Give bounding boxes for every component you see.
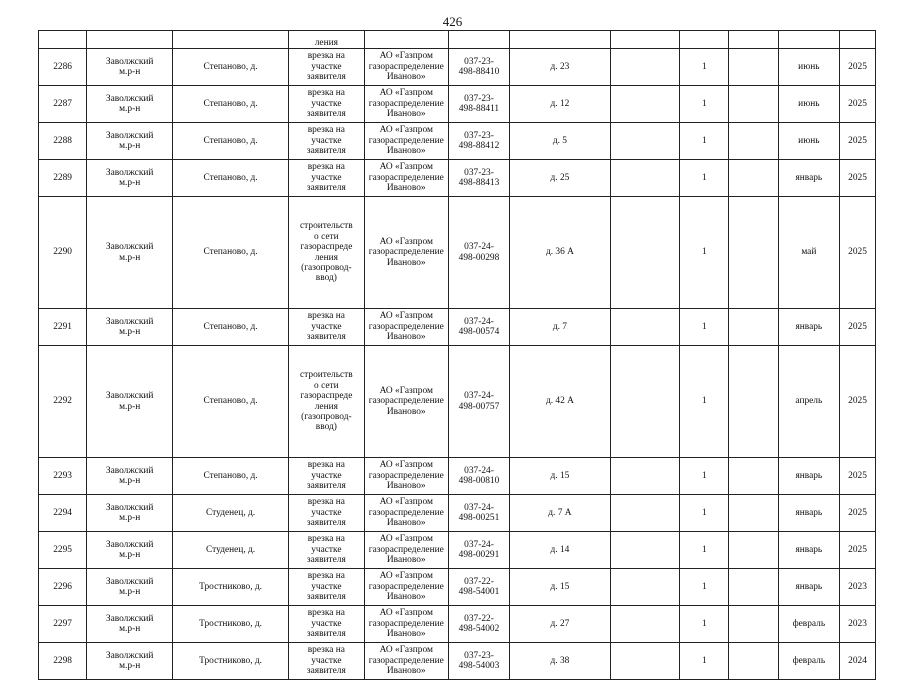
cell-blank [729, 309, 778, 346]
table-row [39, 532, 876, 569]
cell-address: д. 36 А [510, 197, 610, 309]
cell-organization: АО «Газпром газораспределение Иваново» [364, 86, 448, 123]
cell-quantity: 1 [680, 49, 729, 86]
cell-contract: 037-24- 498-00757 [448, 346, 509, 458]
cell-address [510, 31, 610, 49]
cell-year: 2025 [840, 160, 876, 197]
cell-blank [729, 197, 778, 309]
cell-month: январь [778, 160, 839, 197]
page-number: 426 [442, 14, 463, 29]
cell-month: январь [778, 569, 839, 606]
cell-organization: АО «Газпром газораспределение Иваново» [364, 123, 448, 160]
cell-year: 2023 [840, 606, 876, 643]
cell-contract [448, 31, 509, 49]
cell-district: Заволжский м.р-н [87, 458, 173, 495]
cell-year: 2024 [840, 643, 876, 680]
cell-organization [364, 31, 448, 49]
cell-quantity: 1 [680, 532, 729, 569]
cell-locality: Студенец, д. [173, 495, 289, 532]
table-row [39, 569, 876, 606]
cell-month: май [778, 197, 839, 309]
cell-extra [610, 123, 680, 160]
cell-address: д. 5 [510, 123, 610, 160]
cell-organization: АО «Газпром газораспределение Иваново» [364, 160, 448, 197]
cell-organization: АО «Газпром газораспределение Иваново» [364, 606, 448, 643]
cell-extra [610, 86, 680, 123]
cell-year: 2025 [840, 346, 876, 458]
cell-organization: АО «Газпром газораспределение Иваново» [364, 458, 448, 495]
cell-district: Заволжский м.р-н [87, 569, 173, 606]
cell-extra [610, 160, 680, 197]
cell-month: февраль [778, 606, 839, 643]
cell-blank [729, 346, 778, 458]
cell-organization: АО «Газпром газораспределение Иваново» [364, 309, 448, 346]
cell-locality: Степаново, д. [173, 458, 289, 495]
table-row [39, 123, 876, 160]
cell-month: январь [778, 495, 839, 532]
cell-extra [610, 31, 680, 49]
table-row [39, 495, 876, 532]
cell-quantity: 1 [680, 86, 729, 123]
cell-contract: 037-24- 498-00574 [448, 309, 509, 346]
cell-work-type: врезка на участке заявителя [288, 495, 364, 532]
cell-address: д. 12 [510, 86, 610, 123]
cell-address: д. 15 [510, 569, 610, 606]
cell-extra [610, 495, 680, 532]
cell-locality: Степаново, д. [173, 160, 289, 197]
cell-address: д. 7 А [510, 495, 610, 532]
cell-extra [610, 197, 680, 309]
cell-blank [729, 606, 778, 643]
cell-work-type: врезка на участке заявителя [288, 643, 364, 680]
cell-number: 2296 [39, 569, 87, 606]
table-row [39, 643, 876, 680]
table-row [39, 606, 876, 643]
cell-year: 2025 [840, 458, 876, 495]
cell-district: Заволжский м.р-н [87, 309, 173, 346]
cell-number: 2297 [39, 606, 87, 643]
cell-month [778, 31, 839, 49]
cell-blank [729, 123, 778, 160]
cell-district: Заволжский м.р-н [87, 346, 173, 458]
cell-address: д. 27 [510, 606, 610, 643]
cell-extra [610, 643, 680, 680]
cell-locality: Степаново, д. [173, 309, 289, 346]
cell-extra [610, 309, 680, 346]
cell-work-type: врезка на участке заявителя [288, 49, 364, 86]
cell-locality: Степаново, д. [173, 346, 289, 458]
cell-contract: 037-23- 498-88412 [448, 123, 509, 160]
cell-blank [729, 569, 778, 606]
cell-extra [610, 606, 680, 643]
cell-blank [729, 49, 778, 86]
cell-number: 2287 [39, 86, 87, 123]
cell-locality: Тростниково, д. [173, 643, 289, 680]
cell-year: 2025 [840, 309, 876, 346]
cell-locality: Степаново, д. [173, 123, 289, 160]
cell-month: январь [778, 309, 839, 346]
gasification-registry-table [38, 30, 876, 680]
cell-extra [610, 49, 680, 86]
cell-work-type: строительств о сети газораспреде ления (газопровод- ввод) [288, 197, 364, 309]
cell-month: июнь [778, 49, 839, 86]
cell-blank [729, 31, 778, 49]
cell-quantity: 1 [680, 197, 729, 309]
cell-year: 2025 [840, 197, 876, 309]
cell-quantity: 1 [680, 346, 729, 458]
cell-quantity: 1 [680, 123, 729, 160]
cell-district: Заволжский м.р-н [87, 495, 173, 532]
cell-work-type: врезка на участке заявителя [288, 458, 364, 495]
cell-organization: АО «Газпром газораспределение Иваново» [364, 197, 448, 309]
cell-district: Заволжский м.р-н [87, 123, 173, 160]
cell-blank [729, 458, 778, 495]
cell-work-type: врезка на участке заявителя [288, 569, 364, 606]
cell-locality: Степаново, д. [173, 86, 289, 123]
cell-year: 2025 [840, 532, 876, 569]
cell-blank [729, 160, 778, 197]
cell-contract: 037-23- 498-54003 [448, 643, 509, 680]
cell-locality [173, 31, 289, 49]
cell-year [840, 31, 876, 49]
cell-quantity: 1 [680, 569, 729, 606]
cell-quantity: 1 [680, 643, 729, 680]
cell-number: 2290 [39, 197, 87, 309]
cell-number: 2289 [39, 160, 87, 197]
cell-quantity: 1 [680, 309, 729, 346]
cell-organization: АО «Газпром газораспределение Иваново» [364, 49, 448, 86]
cell-district: Заволжский м.р-н [87, 49, 173, 86]
cell-month: апрель [778, 346, 839, 458]
cell-quantity: 1 [680, 606, 729, 643]
cell-locality: Степаново, д. [173, 49, 289, 86]
cell-extra [610, 346, 680, 458]
cell-quantity: 1 [680, 160, 729, 197]
cell-month: июнь [778, 123, 839, 160]
table-row [39, 346, 876, 458]
cell-district: Заволжский м.р-н [87, 643, 173, 680]
cell-number [39, 31, 87, 49]
table-row [39, 309, 876, 346]
cell-month: июнь [778, 86, 839, 123]
cell-month: январь [778, 532, 839, 569]
cell-district: Заволжский м.р-н [87, 86, 173, 123]
cell-address: д. 38 [510, 643, 610, 680]
cell-number: 2295 [39, 532, 87, 569]
cell-organization: АО «Газпром газораспределение Иваново» [364, 569, 448, 606]
continuation-row [39, 31, 876, 49]
cell-blank [729, 532, 778, 569]
cell-number: 2286 [39, 49, 87, 86]
cell-work-type: врезка на участке заявителя [288, 86, 364, 123]
cell-district: Заволжский м.р-н [87, 160, 173, 197]
cell-contract: 037-23- 498-88411 [448, 86, 509, 123]
cell-organization: АО «Газпром газораспределение Иваново» [364, 532, 448, 569]
cell-year: 2025 [840, 123, 876, 160]
cell-quantity: 1 [680, 458, 729, 495]
cell-work-type: врезка на участке заявителя [288, 123, 364, 160]
cell-year: 2023 [840, 569, 876, 606]
cell-work-type: врезка на участке заявителя [288, 606, 364, 643]
cell-contract: 037-24- 498-00291 [448, 532, 509, 569]
cell-number: 2293 [39, 458, 87, 495]
cell-work-type: врезка на участке заявителя [288, 160, 364, 197]
cell-extra [610, 569, 680, 606]
cell-month: февраль [778, 643, 839, 680]
cell-address: д. 23 [510, 49, 610, 86]
cell-work-type: строительств о сети газораспреде ления (газопровод- ввод) [288, 346, 364, 458]
cell-blank [729, 495, 778, 532]
cell-locality: Степаново, д. [173, 197, 289, 309]
cell-address: д. 7 [510, 309, 610, 346]
cell-year: 2025 [840, 495, 876, 532]
cell-district: Заволжский м.р-н [87, 197, 173, 309]
cell-year: 2025 [840, 86, 876, 123]
cell-contract: 037-22- 498-54002 [448, 606, 509, 643]
cell-address: д. 14 [510, 532, 610, 569]
cell-number: 2292 [39, 346, 87, 458]
cell-number: 2291 [39, 309, 87, 346]
cell-number: 2288 [39, 123, 87, 160]
cell-district [87, 31, 173, 49]
cell-contract: 037-22- 498-54001 [448, 569, 509, 606]
cell-contract: 037-23- 498-88410 [448, 49, 509, 86]
cell-quantity [680, 31, 729, 49]
cell-blank [729, 643, 778, 680]
cell-address: д. 25 [510, 160, 610, 197]
table-row [39, 197, 876, 309]
cell-locality: Тростниково, д. [173, 569, 289, 606]
cell-address: д. 15 [510, 458, 610, 495]
table-row [39, 49, 876, 86]
cell-contract: 037-24- 498-00298 [448, 197, 509, 309]
cell-locality: Тростниково, д. [173, 606, 289, 643]
cell-organization: АО «Газпром газораспределение Иваново» [364, 495, 448, 532]
cell-work-type: врезка на участке заявителя [288, 309, 364, 346]
cell-month: январь [778, 458, 839, 495]
cell-blank [729, 86, 778, 123]
cell-work-type: врезка на участке заявителя [288, 532, 364, 569]
table-row [39, 458, 876, 495]
cell-address: д. 42 А [510, 346, 610, 458]
cell-year: 2025 [840, 49, 876, 86]
cell-work-type: ления [288, 31, 364, 49]
cell-organization: АО «Газпром газораспределение Иваново» [364, 643, 448, 680]
cell-number: 2294 [39, 495, 87, 532]
cell-quantity: 1 [680, 495, 729, 532]
cell-number: 2298 [39, 643, 87, 680]
cell-locality: Студенец, д. [173, 532, 289, 569]
cell-contract: 037-24- 498-00810 [448, 458, 509, 495]
cell-organization: АО «Газпром газораспределение Иваново» [364, 346, 448, 458]
cell-contract: 037-23- 498-88413 [448, 160, 509, 197]
cell-district: Заволжский м.р-н [87, 532, 173, 569]
table-row [39, 86, 876, 123]
cell-district: Заволжский м.р-н [87, 606, 173, 643]
cell-extra [610, 532, 680, 569]
cell-contract: 037-24- 498-00251 [448, 495, 509, 532]
table-row [39, 160, 876, 197]
cell-extra [610, 458, 680, 495]
